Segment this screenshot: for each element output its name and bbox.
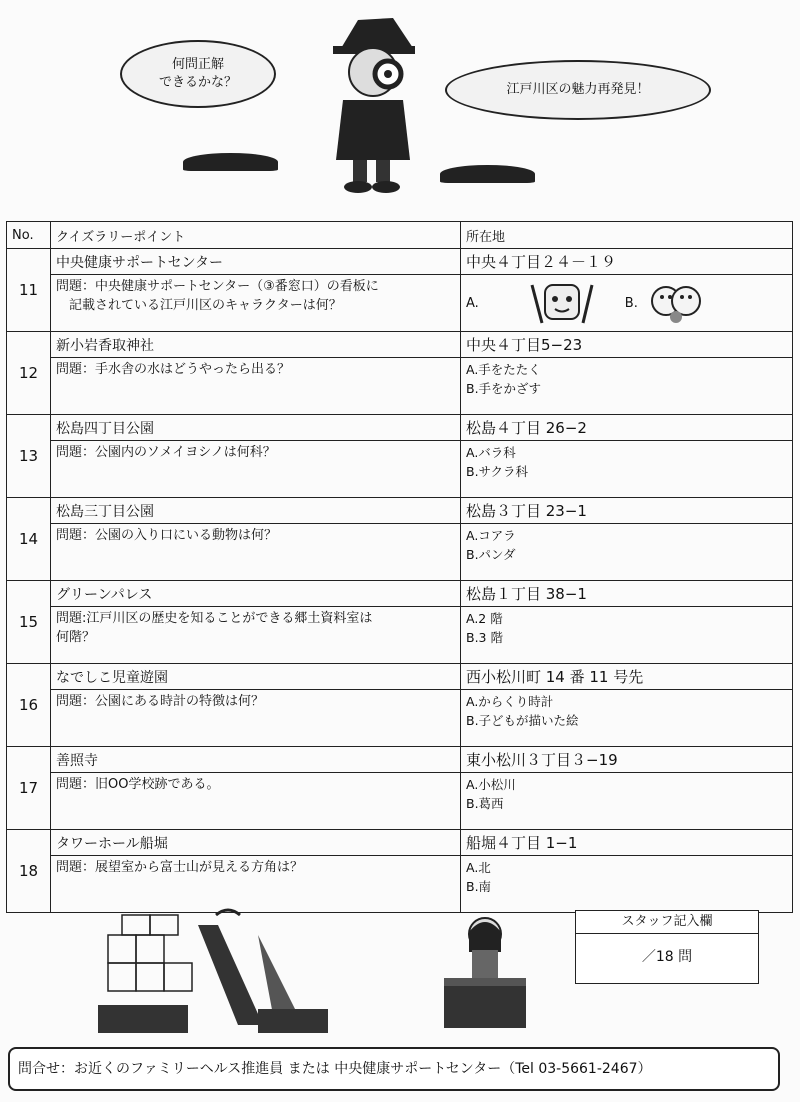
row-number: 13: [7, 415, 51, 498]
point-address: 松島３丁目 23−1: [461, 498, 793, 524]
answer-b: B.3 階: [466, 630, 503, 645]
answer-a: A.バラ科: [466, 445, 516, 460]
playground-illustration: [98, 905, 328, 1035]
point-name: 松島三丁目公園: [51, 498, 461, 524]
table-row: [7, 524, 793, 581]
grass-right: [440, 165, 535, 183]
question-text: 問題：公園の入り口にいる動物は何？: [51, 524, 461, 581]
point-address: 中央４丁目２４－１９: [461, 249, 793, 275]
row-number: 12: [7, 332, 51, 415]
answer-a: A.コアラ: [466, 528, 516, 543]
question-text: 問題：公園内のソメイヨシノは何科？: [51, 441, 461, 498]
question-text: 問題：旧OO学校跡である。: [51, 773, 461, 830]
staff-score-field: ／18 問: [641, 949, 693, 965]
table-row: [7, 358, 793, 415]
answer-a: A.小松川: [466, 777, 516, 792]
question-text: 問題：公園にある時計の特徴は何？: [51, 690, 461, 747]
answer-a: A.2 階: [466, 611, 503, 626]
answer-choices: [461, 275, 793, 332]
point-address: 中央４丁目5−23: [461, 332, 793, 358]
answer-b: B.サクラ科: [466, 464, 529, 479]
point-address: 松島４丁目 26−2: [461, 415, 793, 441]
question-text: 問題:江戸川区の歴史を知ることができる郷土資料室は 何階？: [51, 607, 461, 664]
row-number: 15: [7, 581, 51, 664]
header-no: No.: [7, 222, 51, 249]
row-number: 16: [7, 664, 51, 747]
table-row: [7, 498, 793, 524]
point-name: 松島四丁目公園: [51, 415, 461, 441]
question-text: 問題：手水舎の水はどうやったら出る？: [51, 358, 461, 415]
answer-choices: [461, 524, 793, 581]
answer-a: A.手をたたく: [466, 362, 541, 377]
table-row: [7, 275, 793, 332]
row-number: 18: [7, 830, 51, 913]
question-text: 問題：中央健康サポートセンター（③番窓口）の看板に 記載されている江戸川区のキャラクターは何？: [51, 275, 461, 332]
table-row: [7, 856, 793, 913]
grass-left: [183, 153, 278, 171]
table-row: [7, 690, 793, 747]
answer-b: B.葛西: [466, 796, 504, 811]
answer-choices: [461, 773, 793, 830]
table-row: [7, 830, 793, 856]
table-row: [7, 441, 793, 498]
speech-bubble-left: 何問正解 できるかな？: [120, 40, 276, 108]
table-row: [7, 773, 793, 830]
row-number: 11: [7, 249, 51, 332]
detective-illustration: [318, 10, 428, 195]
answer-choices: [461, 856, 793, 913]
point-name: グリーンパレス: [51, 581, 461, 607]
table-row: [7, 607, 793, 664]
quiz-table: [6, 221, 793, 913]
table-header-row: [7, 222, 793, 249]
point-name: なでしこ児童遊園: [51, 664, 461, 690]
row-number: 14: [7, 498, 51, 581]
contact-footer: 問合せ：お近くのファミリーヘルス推進員 または 中央健康サポートセンター（Tel 03-5661-2467）: [8, 1047, 780, 1091]
point-address: 西小松川町 14 番 11 号先: [461, 664, 793, 690]
answer-choices: [461, 690, 793, 747]
question-text: 問題：展望室から富士山が見える方角は？: [51, 856, 461, 913]
answer-a-label: A.: [466, 295, 479, 311]
staff-entry-box: [575, 910, 759, 984]
table-row: [7, 664, 793, 690]
point-address: 東小松川３丁目３−19: [461, 747, 793, 773]
answer-b-label: B.: [624, 295, 638, 311]
point-name: タワーホール船堀: [51, 830, 461, 856]
answer-b: B.パンダ: [466, 547, 516, 562]
table-row: [7, 415, 793, 441]
answer-a: A.からくり時計: [466, 694, 554, 709]
girl-illustration: [440, 912, 530, 1032]
speech-bubble-right: 江戸川区の魅力再発見！: [445, 60, 711, 120]
staff-entry-title: スタッフ記入欄: [576, 911, 758, 934]
point-name: 中央健康サポートセンター: [51, 249, 461, 275]
character-a-image: [517, 279, 607, 327]
header-point: クイズラリーポイント: [51, 222, 461, 249]
answer-b: B.手をかざす: [466, 381, 542, 396]
character-b-image: [646, 279, 706, 327]
row-number: 17: [7, 747, 51, 830]
answer-b: B.子どもが描いた絵: [466, 713, 579, 728]
point-name: 新小岩香取神社: [51, 332, 461, 358]
table-row: [7, 332, 793, 358]
point-address: 船堀４丁目 1−1: [461, 830, 793, 856]
answer-b: B.南: [466, 879, 492, 894]
answer-a: A.北: [466, 860, 491, 875]
answer-choices: [461, 441, 793, 498]
header-location: 所在地: [461, 222, 793, 249]
point-address: 松島１丁目 38−1: [461, 581, 793, 607]
answer-choices: [461, 607, 793, 664]
table-row: [7, 249, 793, 275]
answer-choices: [461, 358, 793, 415]
point-name: 善照寺: [51, 747, 461, 773]
table-row: [7, 581, 793, 607]
table-row: [7, 747, 793, 773]
